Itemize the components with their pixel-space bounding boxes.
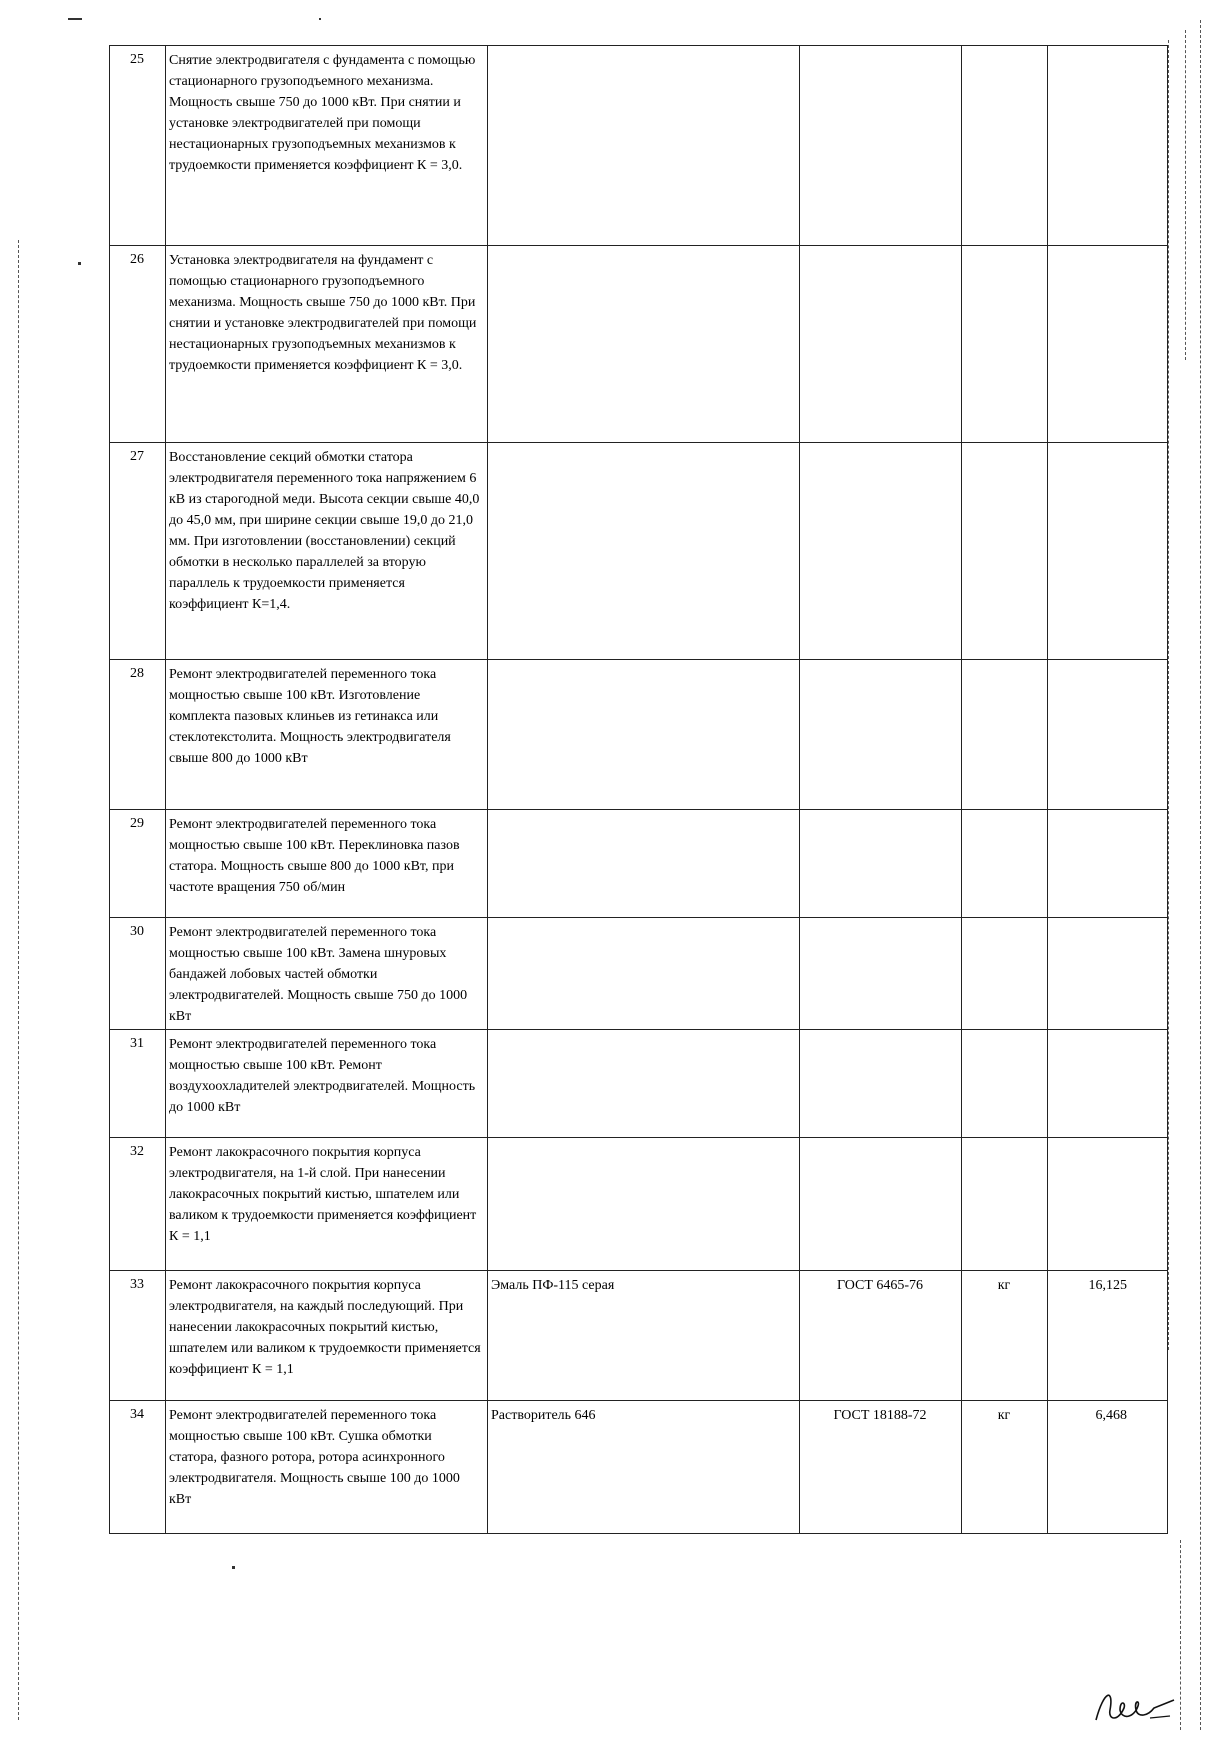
scan-dot — [78, 262, 81, 265]
material-cell — [488, 1138, 800, 1271]
work-description: Ремонт электродвигателей переменного тока мощностью свыше 100 кВт. Переклиновка пазов статора. Мощность свыше 800 до 1000 кВт, при частоте вращения 750 об/мин — [166, 810, 488, 918]
scan-dash-top-left — [68, 18, 82, 20]
table-row — [110, 918, 1168, 1030]
work-description: Ремонт лакокрасочного покрытия корпуса электродвигателя, на 1-й слой. При нанесении лакокрасочных покрытий кистью, шпателем или валиком к трудоемкости применяется коэффициент К = 1,1 — [166, 1138, 488, 1271]
standard-cell — [800, 810, 962, 918]
material-cell — [488, 918, 800, 1030]
standard-cell: ГОСТ 18188-72 — [800, 1401, 962, 1534]
quantity-cell — [1048, 46, 1168, 246]
scan-dot — [232, 1566, 235, 1569]
scan-edge-right — [1200, 20, 1202, 1730]
material-cell — [488, 1030, 800, 1138]
unit-cell: кг — [962, 1401, 1048, 1534]
work-description: Ремонт электродвигателей переменного тока мощностью свыше 100 кВт. Замена шнуровых бандажей лобовых частей обмотки электродвигателей. Мощность свыше 750 до 1000 кВт — [166, 918, 488, 1030]
unit-cell — [962, 660, 1048, 810]
specification-table — [109, 45, 1168, 1534]
work-description: Ремонт электродвигателей переменного тока мощностью свыше 100 кВт. Сушка обмотки статора, фазного ротора, ротора асинхронного электродвигателя. Мощность свыше 100 до 1000 кВт — [166, 1401, 488, 1534]
row-number: 26 — [110, 246, 166, 443]
quantity-cell — [1048, 1030, 1168, 1138]
unit-cell — [962, 443, 1048, 660]
table-row — [110, 1138, 1168, 1271]
quantity-cell: 16,125 — [1048, 1271, 1168, 1401]
material-cell — [488, 660, 800, 810]
standard-cell — [800, 246, 962, 443]
standard-cell — [800, 918, 962, 1030]
unit-cell — [962, 246, 1048, 443]
material-cell — [488, 443, 800, 660]
standard-cell — [800, 1030, 962, 1138]
table-row — [110, 1401, 1168, 1534]
unit-cell — [962, 810, 1048, 918]
material-cell: Эмаль ПФ-115 серая — [488, 1271, 800, 1401]
material-cell — [488, 46, 800, 246]
table-row — [110, 1271, 1168, 1401]
row-number: 29 — [110, 810, 166, 918]
scan-edge-left — [18, 240, 20, 1720]
row-number: 32 — [110, 1138, 166, 1271]
material-cell: Растворитель 646 — [488, 1401, 800, 1534]
work-description: Снятие электродвигателя с фундамента с помощью стационарного грузоподъемного механизма. Мощность свыше 750 до 1000 кВт. При снятии и установке электродвигателей при помощи нестационарных грузоподъемных механизмов к трудоемкости применяется коэффициент К = 3,0. — [166, 46, 488, 246]
standard-cell: ГОСТ 6465-76 — [800, 1271, 962, 1401]
row-number: 27 — [110, 443, 166, 660]
row-number: 34 — [110, 1401, 166, 1534]
scan-edge-right-mid — [1185, 30, 1187, 360]
scan-dot — [319, 18, 321, 20]
table-row — [110, 246, 1168, 443]
work-description: Восстановление секций обмотки статора электродвигателя переменного тока напряжением 6 кВ из старогодной меди. Высота секции свыше 40,0 до 45,0 мм, при ширине секции свыше 19,0 до 21,0 мм. При изготовлении (восстановлении) секций обмотки в несколько параллелей за вторую параллель к трудоемкости применяется коэффициент К=1,4. — [166, 443, 488, 660]
table-row — [110, 443, 1168, 660]
standard-cell — [800, 660, 962, 810]
quantity-cell — [1048, 1138, 1168, 1271]
quantity-cell — [1048, 660, 1168, 810]
unit-cell — [962, 918, 1048, 1030]
table-row — [110, 810, 1168, 918]
standard-cell — [800, 1138, 962, 1271]
quantity-cell: 6,468 — [1048, 1401, 1168, 1534]
scan-edge-right-inner — [1168, 40, 1170, 1350]
scan-edge-right-low — [1180, 1540, 1182, 1730]
work-description: Ремонт электродвигателей переменного тока мощностью свыше 100 кВт. Ремонт воздухоохладителей электродвигателей. Мощность до 1000 кВт — [166, 1030, 488, 1138]
quantity-cell — [1048, 443, 1168, 660]
quantity-cell — [1048, 918, 1168, 1030]
signature-icon — [1090, 1680, 1180, 1725]
unit-cell: кг — [962, 1271, 1048, 1401]
unit-cell — [962, 46, 1048, 246]
row-number: 30 — [110, 918, 166, 1030]
work-description: Ремонт лакокрасочного покрытия корпуса электродвигателя, на каждый последующий. При нанесении лакокрасочных покрытий кистью, шпателем или валиком к трудоемкости применяется коэффициент К = 1,1 — [166, 1271, 488, 1401]
row-number: 33 — [110, 1271, 166, 1401]
quantity-cell — [1048, 246, 1168, 443]
standard-cell — [800, 443, 962, 660]
material-cell — [488, 810, 800, 918]
table-row — [110, 1030, 1168, 1138]
row-number: 25 — [110, 46, 166, 246]
work-description: Установка электродвигателя на фундамент с помощью стационарного грузоподъемного механизма. Мощность свыше 750 до 1000 кВт. При снятии и установке электродвигателей при помощи нестационарных грузоподъемных механизмов к трудоемкости применяется коэффициент К = 3,0. — [166, 246, 488, 443]
table-row — [110, 46, 1168, 246]
work-description: Ремонт электродвигателей переменного тока мощностью свыше 100 кВт. Изготовление комплекта пазовых клиньев из гетинакса или стеклотекстолита. Мощность электродвигателя свыше 800 до 1000 кВт — [166, 660, 488, 810]
table-row — [110, 660, 1168, 810]
standard-cell — [800, 46, 962, 246]
row-number: 28 — [110, 660, 166, 810]
quantity-cell — [1048, 810, 1168, 918]
unit-cell — [962, 1030, 1048, 1138]
material-cell — [488, 246, 800, 443]
row-number: 31 — [110, 1030, 166, 1138]
unit-cell — [962, 1138, 1048, 1271]
